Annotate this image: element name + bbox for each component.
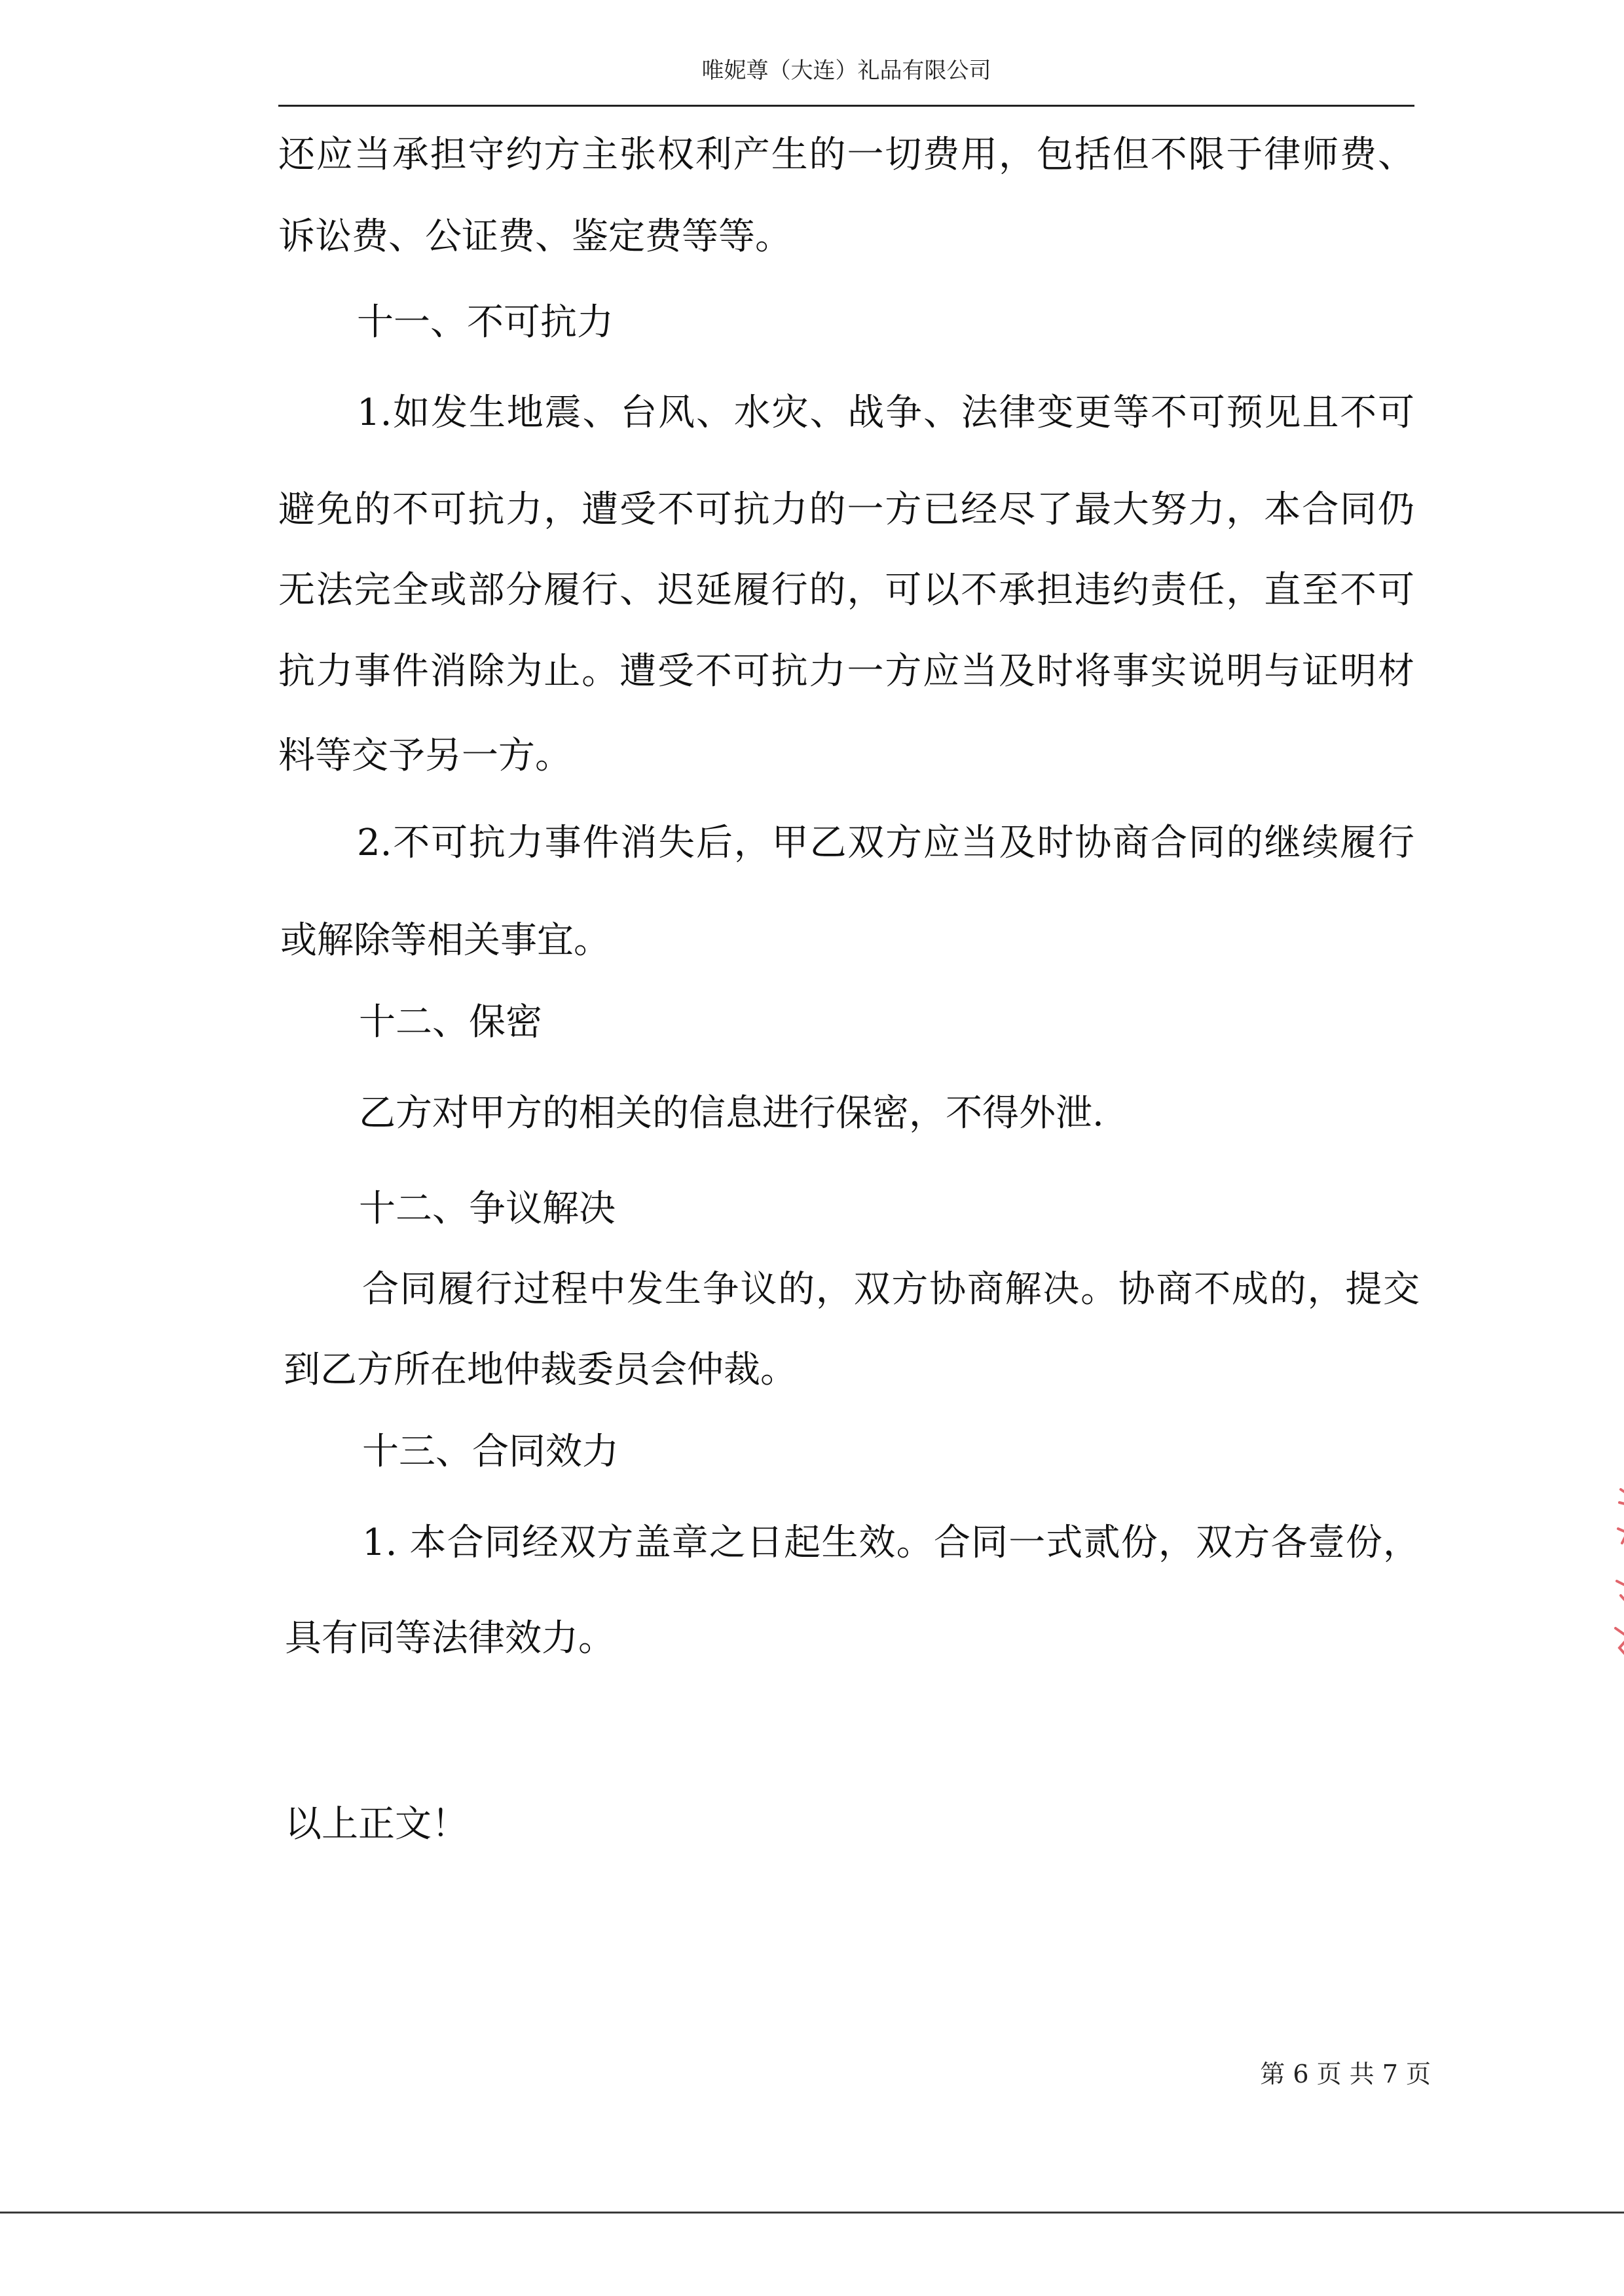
body-line: 1. 本合同经双方盖章之日起生效。合同一式贰份，双方各壹份， bbox=[362, 1522, 1420, 1564]
body-line: 或解除等相关事宜。 bbox=[280, 919, 610, 962]
section-heading: 十一、不可抗力 bbox=[357, 301, 614, 344]
scan-edge-line bbox=[0, 2212, 1624, 2214]
body-line: 抗力事件消除为止。遭受不可抗力一方应当及时将事实说明与证明材 bbox=[278, 650, 1414, 693]
body-line: 合同履行过程中发生争议的，双方协商解决。协商不成的，提交 bbox=[362, 1268, 1420, 1311]
running-header-company: 唯妮尊（大连）礼品有限公司 bbox=[701, 58, 991, 84]
body-line: 乙方对甲方的相关的信息进行保密，不得外泄. bbox=[359, 1092, 1104, 1135]
page-number: 第 6 页 共 7 页 bbox=[1260, 2060, 1431, 2088]
section-heading: 十二、争议解决 bbox=[359, 1188, 616, 1230]
closing-line: 以上正文！ bbox=[285, 1803, 468, 1846]
section-heading: 十三、合同效力 bbox=[362, 1430, 619, 1473]
body-line: 诉讼费、公证费、鉴定费等等。 bbox=[278, 215, 792, 258]
header-divider bbox=[278, 105, 1414, 107]
body-line: 具有同等法律效力。 bbox=[285, 1617, 615, 1660]
body-line: 到乙方所在地仲裁委员会仲裁。 bbox=[284, 1349, 797, 1391]
seal-stamp-fragment bbox=[1608, 1483, 1624, 1679]
body-line: 避免的不可抗力，遭受不可抗力的一方已经尽了最大努力，本合同仍 bbox=[278, 488, 1414, 531]
section-heading: 十二、保密 bbox=[359, 1001, 542, 1044]
body-line: 1.如发生地震、台风、水灾、战争、法律变更等不可预见且不可 bbox=[357, 392, 1414, 434]
body-line: 还应当承担守约方主张权利产生的一切费用，包括但不限于律师费、 bbox=[278, 134, 1414, 176]
body-line: 2.不可抗力事件消失后，甲乙双方应当及时协商合同的继续履行 bbox=[357, 822, 1414, 864]
body-line: 无法完全或部分履行、迟延履行的，可以不承担违约责任，直至不可 bbox=[278, 569, 1414, 611]
body-line: 料等交予另一方。 bbox=[278, 735, 572, 777]
